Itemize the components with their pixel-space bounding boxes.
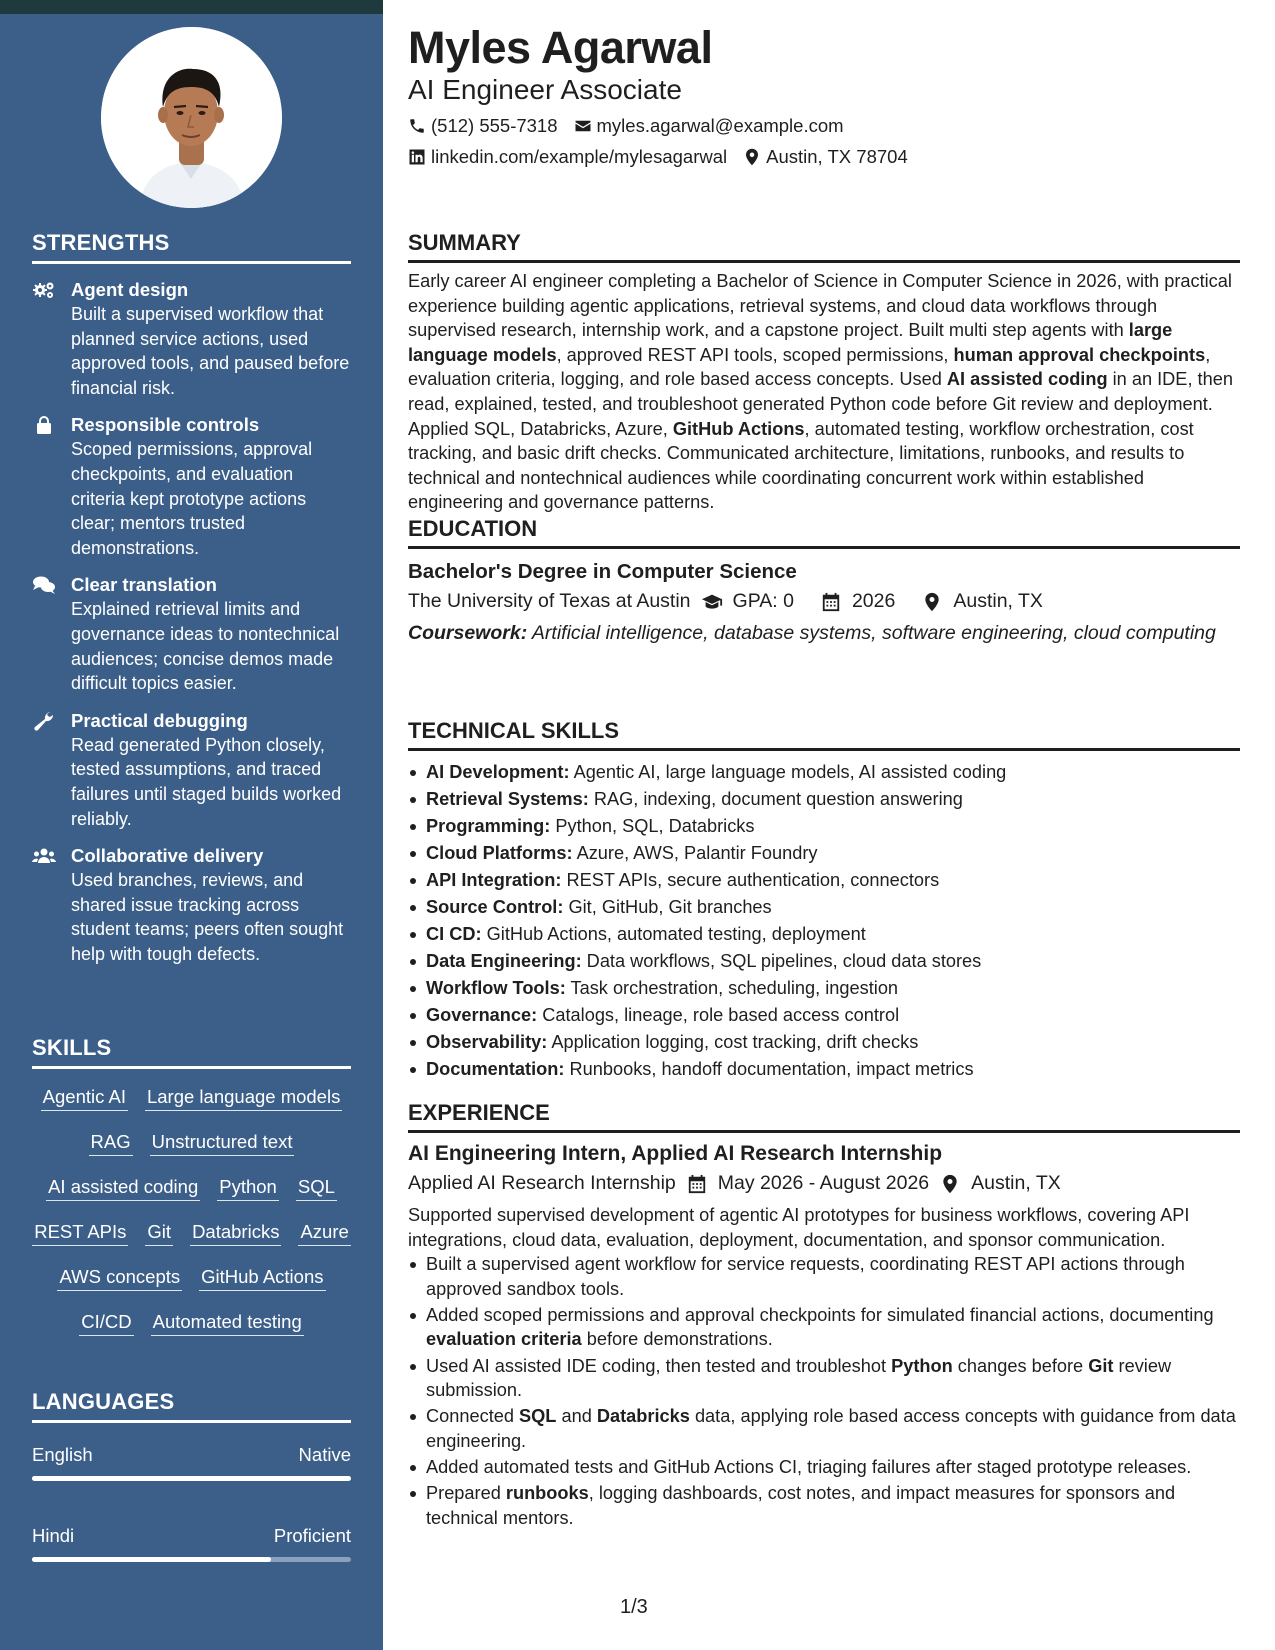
- strength-item: [32, 709, 351, 831]
- skill-category-label: Observability:: [426, 1032, 548, 1052]
- education-heading: EDUCATION: [408, 516, 1240, 549]
- bold-text: evaluation criteria: [426, 1329, 582, 1350]
- envelope-icon: [574, 117, 592, 135]
- text-run: and: [556, 1406, 597, 1427]
- language-level: Proficient: [273, 1525, 351, 1546]
- language-proficiency-bar: [32, 1557, 351, 1562]
- summary-section: [408, 230, 1240, 515]
- candidate-title: AI Engineer Associate: [408, 74, 682, 105]
- skill-list-item: [408, 867, 1240, 894]
- phone-text: (512) 555-7318: [431, 115, 558, 136]
- job-location: Austin, TX: [971, 1172, 1061, 1194]
- text-run: Early career AI engineer completing a Bachelor of Science in Computer Science in 2026, with practical experience building agentic applications, retrieval systems, and cloud data workflows through supervised research, internship work, and a capstone project. Built multi step agents with: [408, 271, 1232, 341]
- bold-text: GitHub Actions: [672, 418, 805, 439]
- language-level: Native: [298, 1444, 351, 1465]
- skill-list-item: [408, 975, 1240, 1002]
- skill-list-item: [408, 840, 1240, 867]
- text-run: in an IDE, then read, explained, tested, and troubleshoot generated Python code before Git review and deployment. Applied SQL, Databricks, Azure,: [408, 369, 1233, 439]
- skill-category-value: Runbooks, handoff documentation, impact metrics: [564, 1059, 974, 1079]
- linkedin-icon: [408, 148, 426, 166]
- strength-title: Agent design: [71, 279, 189, 300]
- experience-bullet: [408, 1404, 1240, 1453]
- sidebar-top-bar: [0, 0, 383, 14]
- summary-heading: SUMMARY: [408, 230, 1240, 263]
- strength-description: Read generated Python closely, tested assumptions, and traced failures until staged builds worked reliably.: [71, 734, 342, 829]
- skill-tag: AI assisted coding: [46, 1170, 200, 1201]
- education-meta: [408, 590, 1240, 613]
- company-name: Applied AI Research Internship: [408, 1172, 676, 1194]
- sidebar: [0, 0, 383, 1650]
- skill-list-item: [408, 1056, 1240, 1083]
- summary-text: [408, 269, 1240, 515]
- text-run: Added automated tests and GitHub Actions CI, triaging failures after staged prototype releases.: [426, 1456, 1192, 1477]
- skill-list-item: [408, 786, 1240, 813]
- skill-tag: Large language models: [145, 1080, 342, 1111]
- technical-skills-list: [408, 759, 1240, 1083]
- languages-section: [32, 1389, 351, 1562]
- skill-list-item: [408, 1002, 1240, 1029]
- skill-tag: CI/CD: [79, 1305, 133, 1336]
- skill-category-label: Data Engineering:: [426, 951, 582, 971]
- degree-title: Bachelor's Degree in Computer Science: [408, 560, 797, 583]
- phone-icon: [408, 117, 426, 135]
- bold-text: AI assisted coding: [946, 369, 1108, 390]
- text-run: Connected: [426, 1406, 520, 1427]
- language-name: English: [32, 1444, 93, 1465]
- skill-category-label: Programming:: [426, 816, 551, 836]
- skill-tag: RAG: [89, 1125, 133, 1156]
- strength-title: Clear translation: [71, 574, 217, 596]
- text-run: changes before: [952, 1355, 1089, 1376]
- skill-tag: Agentic AI: [41, 1080, 128, 1111]
- bold-text: Python: [891, 1355, 953, 1376]
- language-name: Hindi: [32, 1525, 75, 1546]
- education-section: [408, 516, 1240, 645]
- languages-heading: LANGUAGES: [32, 1389, 351, 1423]
- skill-list-item: [408, 921, 1240, 948]
- email-text: myles.agarwal@example.com: [596, 115, 844, 136]
- candidate-name: Myles Agarwal: [408, 22, 713, 73]
- experience-bullet: [408, 1354, 1240, 1403]
- bold-text: human approval checkpoints: [953, 344, 1206, 365]
- contact-email[interactable]: [574, 115, 844, 137]
- skill-list-item: [408, 1029, 1240, 1056]
- skill-category-label: CI CD:: [426, 924, 482, 944]
- experience-bullet: [408, 1252, 1240, 1301]
- profile-photo: [101, 27, 282, 208]
- job-summary: Supported supervised development of agentic AI prototypes for business workflows, covering API integrations, cloud data, evaluation, deployment, documentation, and sponsor communication.: [408, 1205, 1190, 1250]
- skill-category-label: Governance:: [426, 1005, 538, 1025]
- skill-tag: AWS concepts: [57, 1260, 182, 1291]
- text-run: , logging dashboards, cost notes, and impact measures for sponsors and technical mentors.: [426, 1483, 1176, 1528]
- job-meta: [408, 1172, 1240, 1195]
- strengths-heading: STRENGTHS: [32, 230, 351, 264]
- skill-category-value: Git, GitHub, Git branches: [563, 897, 772, 917]
- bold-text: SQL: [519, 1406, 557, 1427]
- experience-section: [408, 1100, 1240, 1532]
- coursework: [408, 621, 1240, 645]
- text-run: review submission.: [426, 1355, 1172, 1401]
- skill-category-label: Cloud Platforms:: [426, 843, 573, 863]
- text-run: , evaluation criteria, logging, and role based access concepts. Used: [408, 344, 1211, 390]
- strength-item: [32, 844, 351, 966]
- strength-description: Built a supervised workflow that planned service actions, used approved tools, and paused before financial risk.: [71, 304, 350, 398]
- gears-icon: [32, 280, 56, 300]
- map-pin-icon: [939, 1174, 961, 1194]
- skill-category-value: Data workflows, SQL pipelines, cloud data stores: [581, 951, 982, 971]
- education-location: Austin, TX: [953, 590, 1043, 612]
- skill-category-value: RAG, indexing, document question answering: [588, 789, 963, 809]
- graduation-cap-icon: [701, 592, 723, 612]
- strength-title: Responsible controls: [71, 414, 260, 436]
- text-run: data, applying role based access concepts with guidance from data engineering.: [426, 1406, 1236, 1451]
- skill-list-item: [408, 759, 1240, 786]
- bold-text: Git: [1088, 1355, 1114, 1376]
- skill-category-value: Application logging, cost tracking, drift checks: [547, 1032, 919, 1052]
- strength-item: [32, 573, 351, 695]
- skill-tag: Databricks: [190, 1215, 281, 1246]
- text-run: Added scoped permissions and approval checkpoints for simulated financial actions, documenting: [426, 1304, 1214, 1325]
- language-proficiency-fill: [32, 1476, 351, 1481]
- skill-tag: Automated testing: [151, 1305, 304, 1336]
- bold-text: runbooks: [505, 1483, 589, 1504]
- graduation-year: 2026: [851, 590, 896, 612]
- text-run: Built a supervised agent workflow for service requests, coordinating REST API actions through approved sandbox tools.: [426, 1254, 1185, 1299]
- page-number: 1/3: [620, 1596, 648, 1618]
- contact-phone[interactable]: [408, 115, 558, 137]
- skill-list-item: [408, 813, 1240, 840]
- coursework-label: Coursework:: [408, 622, 528, 644]
- skills-heading: SKILLS: [32, 1035, 351, 1069]
- technical-skills-heading: TECHNICAL SKILLS: [408, 718, 1240, 751]
- skill-tag: GitHub Actions: [199, 1260, 325, 1291]
- chat-icon: [32, 575, 56, 595]
- skill-category-value: Azure, AWS, Palantir Foundry: [572, 843, 818, 863]
- skill-category-label: Workflow Tools:: [426, 978, 566, 998]
- skill-tag: Unstructured text: [150, 1125, 295, 1156]
- skill-tag: Python: [217, 1170, 279, 1201]
- skills-section: [32, 1035, 351, 1350]
- profile-portrait-image: [101, 27, 282, 208]
- contact-location: [743, 146, 908, 168]
- strength-title: Collaborative delivery: [71, 845, 264, 867]
- skill-category-label: AI Development:: [426, 762, 570, 782]
- skill-category-label: API Integration:: [426, 870, 562, 890]
- strength-title: Practical debugging: [71, 709, 248, 731]
- text-run: Prepared: [426, 1483, 506, 1504]
- contact-row: [408, 115, 844, 137]
- skill-tag: REST APIs: [32, 1215, 128, 1246]
- language-proficiency-fill: [32, 1557, 271, 1562]
- job-dates: May 2026 - August 2026: [717, 1172, 930, 1194]
- school-name: The University of Texas at Austin: [408, 590, 691, 612]
- skill-category-value: Python, SQL, Databricks: [550, 816, 755, 836]
- lock-icon: [32, 415, 56, 435]
- skill-category-value: GitHub Actions, automated testing, deployment: [481, 924, 866, 944]
- skill-tag: Git: [145, 1215, 173, 1246]
- experience-bullet: [408, 1481, 1240, 1530]
- technical-skills-section: [408, 718, 1240, 1083]
- skill-category-label: Retrieval Systems:: [426, 789, 589, 809]
- experience-bullet: [408, 1455, 1240, 1480]
- strength-description: Scoped permissions, approval checkpoints, and evaluation criteria kept prototype actions clear; mentors trusted demonstrations.: [71, 439, 313, 558]
- text-run: , automated testing, workflow orchestration, cost tracking, and basic drift checks. Communicated architecture, limitations, runbooks, and results to technical and nontechnical audiences while coordinating concurrent work within established engineering and governance patterns.: [408, 418, 1194, 513]
- skill-category-label: Source Control:: [426, 897, 564, 917]
- strength-description: Used branches, reviews, and shared issue tracking across student teams; peers often sought help with tough defects.: [71, 870, 344, 964]
- map-pin-icon: [743, 148, 761, 166]
- skill-tag: Azure: [298, 1215, 350, 1246]
- skill-tag: SQL: [296, 1170, 337, 1201]
- gpa-text: GPA: 0: [732, 590, 794, 612]
- map-pin-icon: [921, 592, 943, 612]
- skill-category-value: Catalogs, lineage, role based access control: [537, 1005, 900, 1025]
- wrench-icon: [32, 711, 56, 731]
- experience-heading: EXPERIENCE: [408, 1100, 1240, 1133]
- skill-list-item: [408, 894, 1240, 921]
- calendar-icon: [820, 592, 842, 612]
- linkedin-text: linkedin.com/example/mylesagarwal: [431, 146, 728, 167]
- users-icon: [32, 846, 56, 866]
- text-run: Used AI assisted IDE coding, then tested and troubleshot: [426, 1355, 892, 1376]
- bold-text: large language models: [408, 320, 1173, 365]
- language-row: [32, 1444, 351, 1466]
- language-row: [32, 1525, 351, 1547]
- skill-list-item: [408, 948, 1240, 975]
- strengths-section: [32, 230, 351, 966]
- text-run: , approved REST API tools, scoped permissions,: [556, 344, 954, 365]
- contact-linkedin[interactable]: [408, 146, 727, 168]
- strength-item: [32, 278, 351, 400]
- skill-category-value: Task orchestration, scheduling, ingestion: [565, 978, 899, 998]
- strength-item: [32, 413, 351, 560]
- language-proficiency-bar: [32, 1476, 351, 1481]
- strength-description: Explained retrieval limits and governance ideas to nontechnical audiences; concise demos made difficult topics easier.: [71, 599, 340, 694]
- coursework-text: Artificial intelligence, database systems, software engineering, cloud computing: [531, 622, 1216, 644]
- contact-row: [408, 146, 908, 168]
- skills-tag-list: [32, 1080, 351, 1350]
- location-text: Austin, TX 78704: [766, 146, 908, 167]
- skill-category-label: Documentation:: [426, 1059, 565, 1079]
- experience-bullets: [408, 1252, 1240, 1530]
- text-run: before demonstrations.: [581, 1329, 773, 1350]
- bold-text: Databricks: [596, 1406, 690, 1427]
- experience-bullet: [408, 1303, 1240, 1352]
- job-role: AI Engineering Intern, Applied AI Research Internship: [408, 1142, 943, 1165]
- skill-category-value: REST APIs, secure authentication, connectors: [561, 870, 940, 890]
- skill-category-value: Agentic AI, large language models, AI assisted coding: [569, 762, 1007, 782]
- calendar-icon: [686, 1174, 708, 1194]
